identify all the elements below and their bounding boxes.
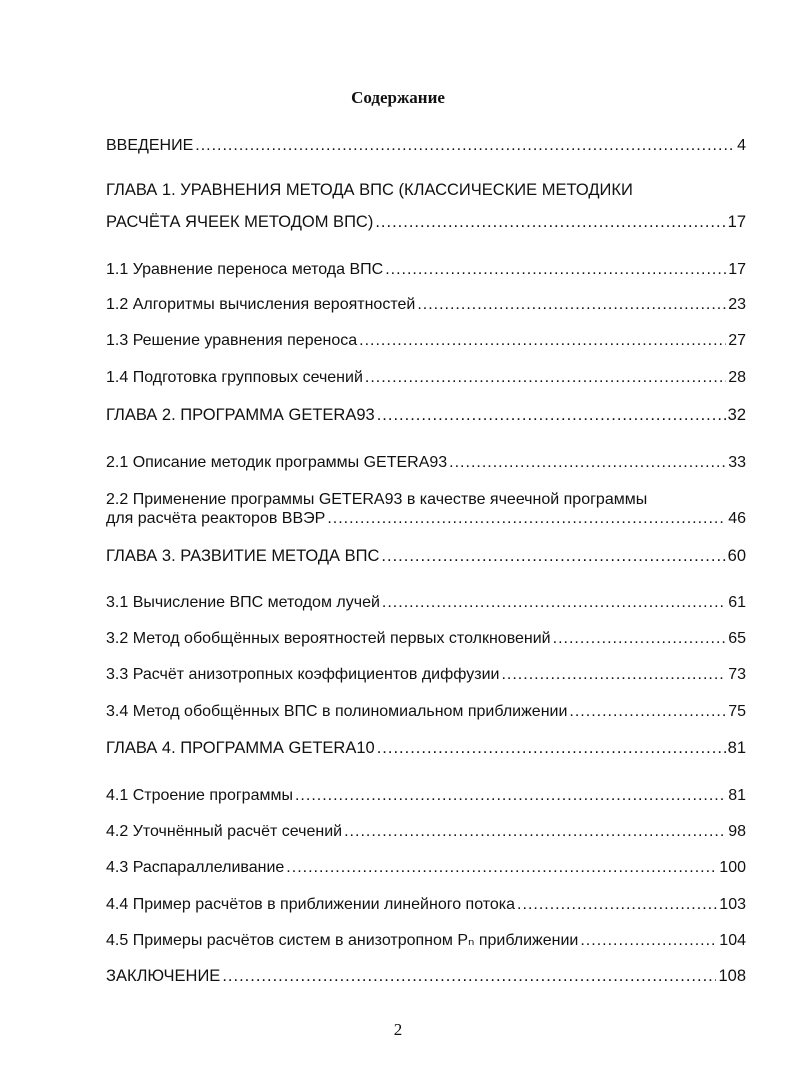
toc-entry-text: 4.3 Распараллеливание	[106, 859, 285, 876]
toc-entry	[106, 786, 746, 806]
toc-entry-text: 3.2 Метод обобщённых вероятностей первых столкновений	[106, 630, 551, 647]
toc-entry-text: 1.2 Алгоритмы вычисления вероятностей	[106, 296, 416, 313]
toc-entry-text: 1.3 Решение уравнения переноса	[106, 332, 358, 349]
toc-entry	[106, 858, 746, 878]
toc-entry-text: ВВЕДЕНИЕ	[106, 137, 194, 154]
toc-entry-page: 27	[728, 332, 746, 349]
toc-entry-page: 108	[718, 967, 746, 985]
toc-entry-page: 32	[727, 406, 746, 424]
toc-leader-dots	[417, 295, 726, 315]
toc-entry-text: 2.1 Описание методик программы GETERA93	[106, 454, 448, 471]
toc-entry	[106, 509, 746, 529]
toc-entry-text: ЗАКЛЮЧЕНИЕ	[106, 967, 221, 985]
toc-entry-text: ГЛАВА 2. ПРОГРАММА GETERA93	[106, 406, 375, 424]
toc-leader-dots	[377, 405, 726, 425]
toc-leader-dots	[381, 546, 725, 566]
toc-leader-dots	[449, 453, 726, 473]
toc-entry	[106, 895, 746, 915]
toc-entry-page: 28	[728, 369, 746, 386]
toc-entry	[106, 212, 746, 232]
toc-entry-text: 2.2 Применение программы GETERA93 в качестве ячеечной программы	[106, 491, 648, 508]
toc-entry	[106, 822, 746, 842]
toc-entry-text: ГЛАВА 1. УРАВНЕНИЯ МЕТОДА ВПС (КЛАССИЧЕСКИЕ МЕТОДИКИ	[106, 181, 633, 199]
toc-entry-text: РАСЧЁТА ЯЧЕЕК МЕТОДОМ ВПС)	[106, 213, 374, 231]
toc-entry	[106, 966, 746, 986]
toc-entry	[106, 260, 746, 280]
toc-entry-text: ГЛАВА 4. ПРОГРАММА GETERA10	[106, 739, 375, 757]
toc-entry-page: 100	[719, 859, 746, 876]
toc-leader-dots	[580, 931, 717, 951]
toc-entry-page: 65	[728, 630, 746, 647]
toc-entry-page: 46	[728, 510, 746, 527]
toc-entry	[106, 629, 746, 649]
toc-entry-page: 81	[728, 787, 746, 804]
toc-entry-page: 104	[719, 932, 746, 949]
toc-entry	[106, 453, 746, 473]
toc-entry-page: 33	[728, 454, 746, 471]
toc-entry-text: ГЛАВА 3. РАЗВИТИЕ МЕТОДА ВПС	[106, 547, 380, 565]
toc-entry-text: 3.4 Метод обобщённых ВПС в полиномиальном приближении	[106, 703, 568, 720]
toc-leader-dots	[365, 368, 726, 388]
toc-leader-dots	[569, 702, 726, 722]
toc-leader-dots	[501, 665, 726, 685]
toc-entry	[106, 180, 746, 200]
toc-entry-page: 17	[728, 261, 746, 278]
toc-entry	[106, 546, 746, 566]
toc-entry-page: 98	[728, 823, 746, 840]
toc-entry-text: 4.5 Примеры расчётов систем в анизотропном Pₙ приближении	[106, 932, 579, 949]
toc-entry-page: 81	[727, 739, 746, 757]
toc-leader-dots	[377, 738, 726, 758]
toc-leader-dots	[327, 509, 726, 529]
toc-entry-page: 61	[728, 594, 746, 611]
toc-entry	[106, 331, 746, 351]
toc-entry-page: 73	[728, 666, 746, 683]
toc-entry-page: 60	[727, 547, 746, 565]
toc-entry-text: 1.4 Подготовка групповых сечений	[106, 369, 363, 386]
toc-leader-dots	[222, 966, 716, 986]
toc-entry-text: 3.3 Расчёт анизотропных коэффициентов диффузии	[106, 666, 500, 683]
toc-entry	[106, 593, 746, 613]
toc-entry	[106, 295, 746, 315]
toc-leader-dots	[295, 786, 726, 806]
toc-entry-page: 4	[737, 137, 746, 154]
toc-entry	[106, 702, 746, 722]
toc-leader-dots	[344, 822, 726, 842]
toc-leader-dots	[359, 331, 726, 351]
toc-entry-text: 4.2 Уточнённый расчёт сечений	[106, 823, 343, 840]
toc-leader-dots	[286, 858, 717, 878]
toc-leader-dots	[375, 212, 725, 232]
toc-leader-dots	[195, 136, 735, 156]
toc-entry	[106, 931, 746, 951]
toc-entry-text: 4.4 Пример расчётов в приближении линейного потока	[106, 896, 516, 913]
page-number: 2	[393, 1020, 403, 1039]
toc-leader-dots	[385, 260, 726, 280]
toc-entry-text: для расчёта реакторов ВВЭР	[106, 510, 326, 527]
toc-leader-dots	[382, 593, 726, 613]
toc-entry-page: 23	[728, 296, 746, 313]
toc-entry-page: 103	[719, 896, 746, 913]
toc-entry	[106, 665, 746, 685]
toc-entry	[106, 136, 746, 156]
toc-entry	[106, 490, 746, 510]
toc-leader-dots	[553, 629, 727, 649]
toc-entry	[106, 368, 746, 388]
toc-title: Содержание	[351, 88, 445, 107]
toc-entry-text: 3.1 Вычисление ВПС методом лучей	[106, 594, 380, 611]
toc-entry	[106, 738, 746, 758]
toc-entry-page: 75	[728, 703, 746, 720]
toc-entry	[106, 405, 746, 425]
toc-entry-page: 17	[727, 213, 746, 231]
toc-entry-text: 1.1 Уравнение переноса метода ВПС	[106, 261, 384, 278]
toc-leader-dots	[517, 895, 717, 915]
toc-entry-text: 4.1 Строение программы	[106, 787, 293, 804]
